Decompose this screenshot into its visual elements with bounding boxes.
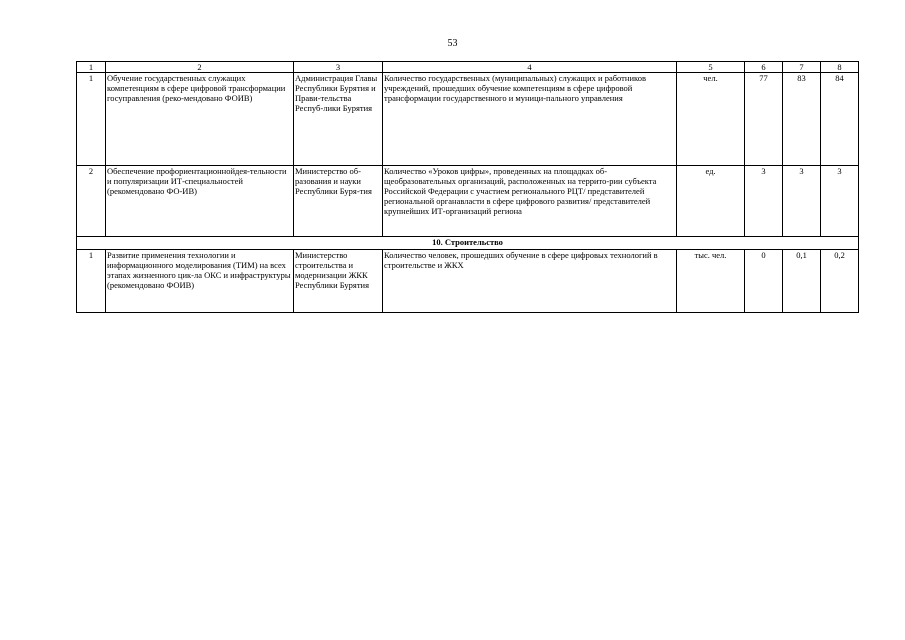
value-cell: 84: [821, 73, 859, 166]
indicator-cell: Количество человек, прошедших обучение в сфере цифровых технологий в строительстве и ЖКХ: [383, 250, 677, 313]
value-cell: 77: [745, 73, 783, 166]
value-cell: 0,2: [821, 250, 859, 313]
value-cell: 0,1: [783, 250, 821, 313]
unit-cell: чел.: [677, 73, 745, 166]
table-row: [77, 166, 859, 237]
row-number: 1: [77, 250, 106, 313]
indicator-cell: Количество государственных (муниципальных) служащих и работников учреждений, прошедших обучение компетенциям в сфере цифровой трансформации государственного и муници-пального управления: [383, 73, 677, 166]
column-header: 6: [745, 62, 783, 73]
task-cell: Развитие применения технологии и информационного моделирования (ТИМ) на всех этапах жизненного цик-ла ОКС и инфраструктуры (рекомендовано ФОИВ): [106, 250, 294, 313]
value-cell: 3: [821, 166, 859, 237]
value-cell: 3: [745, 166, 783, 237]
task-cell: Обучение государственных служащих компетенциям в сфере цифровой трансформации госуправления (реко-мендовано ФОИВ): [106, 73, 294, 166]
column-header: 4: [383, 62, 677, 73]
responsible-cell: Администрация Главы Республики Бурятия и Прави-тельства Респуб-лики Бурятия: [294, 73, 383, 166]
column-header: 5: [677, 62, 745, 73]
column-header: 2: [106, 62, 294, 73]
column-header: 1: [77, 62, 106, 73]
section-row: [77, 237, 859, 250]
column-header-row: [77, 62, 859, 73]
unit-cell: ед.: [677, 166, 745, 237]
row-number: 2: [77, 166, 106, 237]
column-header: 7: [783, 62, 821, 73]
indicator-cell: Количество «Уроков цифры», проведенных на площадках об-щеобразовательных организаций, расположенных на террито-рии субъекта Российской Федерации с участием регионального РЦТ/ представителей региональной органавласти в сфере цифрового развития/ представителей крупнейших ИТ-организаций региона: [383, 166, 677, 237]
task-cell: Обеспечение профориентационнойдея-тельности и популяризации ИТ-специальностей (рекомендовано ФО-ИВ): [106, 166, 294, 237]
table-row: [77, 73, 859, 166]
row-number: 1: [77, 73, 106, 166]
value-cell: 0: [745, 250, 783, 313]
indicators-table: [76, 61, 859, 313]
table-row: [77, 250, 859, 313]
value-cell: 3: [783, 166, 821, 237]
section-title: 10. Строительство: [77, 237, 859, 250]
unit-cell: тыс. чел.: [677, 250, 745, 313]
column-header: 3: [294, 62, 383, 73]
page-number: 53: [447, 38, 458, 49]
value-cell: 83: [783, 73, 821, 166]
responsible-cell: Министерство об-разования и науки Республики Буря-тия: [294, 166, 383, 237]
responsible-cell: Министерство строительства и модернизации ЖКК Республики Бурятия: [294, 250, 383, 313]
column-header: 8: [821, 62, 859, 73]
